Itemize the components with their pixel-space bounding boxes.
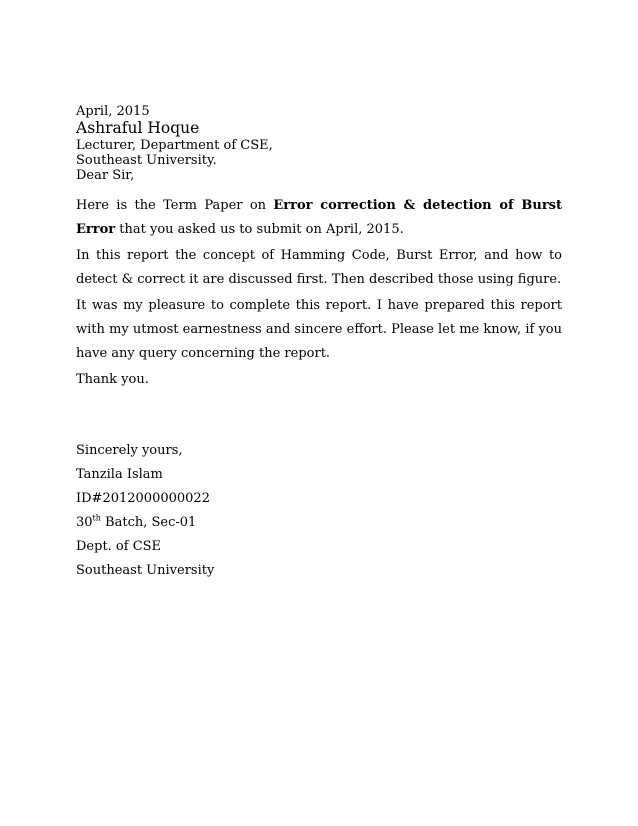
sender-dept: Dept. of CSE (76, 539, 162, 554)
paragraph-thanks: Thank you. (76, 372, 149, 387)
paragraph-intro-start: Here is the Term Paper on (76, 198, 274, 213)
paper-title: Error correction & detection of Burst Error (76, 198, 562, 237)
recipient-org: Southeast University. (76, 153, 217, 168)
paragraph-intro (76, 194, 562, 242)
recipient-title: Lecturer, Department of CSE, (76, 138, 273, 153)
letter-date: April, 2015 (76, 104, 150, 119)
paragraph-intro-end: that you asked us to submit on April, 2015. (115, 222, 404, 237)
batch-ordinal: th (92, 513, 101, 523)
batch-section: Batch, Sec-01 (100, 515, 197, 530)
paragraph-concept: In this report the concept of Hamming Code, Burst Error, and how to detect & correct it are discussed first. Then described those using figure. (76, 248, 562, 287)
batch-number: 30 (76, 515, 93, 530)
sender-id: ID#2012000000022 (76, 491, 210, 506)
closing: Sincerely yours, (76, 443, 183, 458)
paragraph-pleasure: It was my pleasure to complete this report. I have prepared this report with my utmost earnestness and sincere effort. Please let me know, if you have any query concerning the report. (76, 298, 562, 361)
recipient-name: Ashraful Hoque (76, 119, 200, 137)
signature-block (76, 439, 562, 583)
sender-batch (76, 511, 562, 535)
sender-university: Southeast University (76, 563, 215, 578)
salutation: Dear Sir, (76, 168, 135, 183)
sender-name: Tanzila Islam (76, 467, 163, 482)
letter-body (76, 104, 562, 583)
